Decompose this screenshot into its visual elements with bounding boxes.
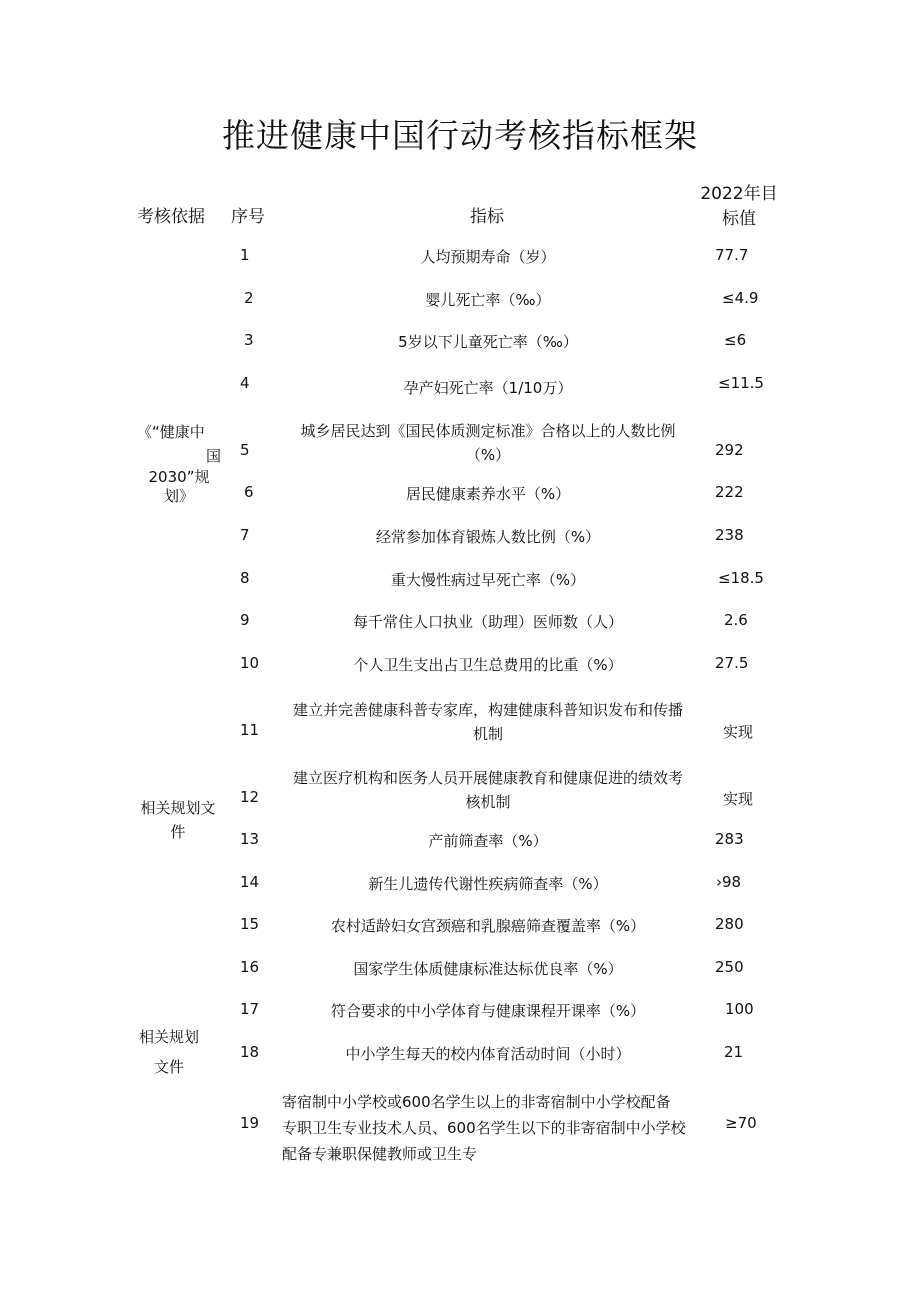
row-target: ≤4.9	[722, 289, 759, 307]
row-indicator: 居民健康素养水平（%）	[405, 485, 571, 503]
row-number: 3	[244, 331, 254, 349]
row-indicator	[282, 419, 694, 467]
row-indicator-line: 核机制	[465, 793, 511, 811]
basis-line: 文件	[153, 1058, 184, 1076]
row-indicator-line: 寄宿制中小学校或600名学生以上的非寄宿制中小学校配备	[282, 1093, 671, 1111]
row-number: 15	[240, 915, 260, 933]
row-target: 100	[725, 1000, 754, 1018]
row-indicator: 个人卫生支出占卫生总费用的比重（%）	[353, 656, 623, 674]
row-indicator-line: 机制	[472, 725, 503, 743]
row-indicator: 重大慢性病过早死亡率（%）	[390, 571, 586, 589]
page-title: 推进健康中国行动考核指标框架	[222, 116, 698, 155]
row-target: ≤6	[724, 331, 747, 349]
row-number: 7	[240, 526, 250, 544]
row-number: 13	[240, 830, 260, 848]
basis-group-related-plans-2	[134, 1022, 204, 1082]
row-indicator: 人均预期寿命（岁）	[420, 248, 556, 266]
row-target: 21	[724, 1043, 744, 1061]
row-target: ≥70	[725, 1114, 757, 1132]
basis-line: 国	[205, 447, 221, 465]
row-number: 6	[244, 483, 254, 501]
row-indicator-line: 建立并完善健康科普专家库，构建健康科普知识发布和传播	[292, 701, 683, 719]
row-number: 4	[240, 374, 250, 392]
row-number: 1	[240, 246, 250, 264]
row-indicator: 5岁以下儿童死亡率（‰）	[398, 333, 578, 351]
row-target: 2.6	[724, 611, 748, 629]
row-number: 19	[240, 1114, 260, 1132]
row-target: 实现	[723, 790, 754, 808]
basis-line: 相关规划文	[140, 799, 216, 817]
row-target: ›98	[716, 873, 742, 891]
basis-line: 件	[170, 823, 186, 841]
row-number: 10	[240, 654, 260, 672]
row-target: 27.5	[715, 654, 749, 672]
row-indicator: 经常参加体育锻炼人数比例（%）	[375, 528, 601, 546]
row-target: 280	[715, 915, 744, 933]
row-indicator	[282, 1089, 694, 1167]
row-indicator: 产前筛查率（%）	[428, 832, 548, 850]
row-target: 292	[715, 441, 744, 459]
header-target-line1: 2022年目	[700, 184, 778, 204]
row-number: 17	[240, 1000, 260, 1018]
row-number: 14	[240, 873, 260, 891]
row-number: 8	[240, 569, 250, 587]
row-indicator: 国家学生体质健康标准达标优良率（%）	[353, 960, 623, 978]
row-indicator-line: 配备专兼职保健教师或卫生专	[282, 1145, 478, 1163]
row-target: 实现	[723, 723, 754, 741]
row-target: ≤18.5	[718, 569, 764, 587]
row-target: 250	[715, 958, 744, 976]
row-indicator-line: 建立医疗机构和医务人员开展健康教育和健康促进的绩效考	[292, 769, 683, 787]
row-target: 238	[715, 526, 744, 544]
row-number: 9	[240, 611, 250, 629]
basis-line: 2030”规	[148, 468, 210, 486]
basis-line: 《“健康中	[137, 423, 205, 441]
row-number: 12	[240, 788, 260, 806]
row-number: 16	[240, 958, 260, 976]
row-indicator	[282, 698, 694, 746]
basis-group-healthy-china-2030	[137, 420, 221, 508]
header-indicator: 指标	[470, 207, 504, 227]
header-target-line2: 标值	[722, 209, 756, 229]
header-target	[694, 182, 784, 232]
row-target: 77.7	[715, 246, 749, 264]
row-number: 2	[244, 289, 254, 307]
row-target: 222	[715, 483, 744, 501]
row-number: 11	[240, 721, 260, 739]
header-basis: 考核依据	[137, 207, 205, 227]
row-indicator: 孕产妇死亡率（1/10万）	[403, 379, 573, 397]
basis-line: 相关规划	[138, 1028, 199, 1046]
basis-group-related-plans-1	[134, 796, 222, 844]
row-indicator: 新生儿遗传代谢性疾病筛查率（%）	[368, 875, 608, 893]
row-indicator-line: 城乡居民达到《国民体质测定标准》合格以上的人数比例	[300, 422, 676, 440]
row-target: 283	[715, 830, 744, 848]
row-indicator: 中小学生每天的校内体育活动时间（小时）	[345, 1045, 631, 1063]
row-number: 18	[240, 1043, 260, 1061]
row-indicator: 农村适龄妇女宫颈癌和乳腺癌筛查覆盖率（%）	[330, 917, 646, 935]
row-number: 5	[240, 441, 250, 459]
row-target: ≤11.5	[718, 374, 764, 392]
row-indicator: 符合要求的中小学体育与健康课程开课率（%）	[330, 1002, 646, 1020]
header-number: 序号	[231, 207, 265, 227]
row-indicator-line: 专职卫生专业技术人员、600名学生以下的非寄宿制中小学校	[282, 1119, 686, 1137]
row-indicator: 每千常住人口执业（助理）医师数（人）	[352, 613, 623, 631]
row-indicator: 婴儿死亡率（‰）	[425, 291, 551, 309]
basis-line: 划》	[163, 487, 194, 505]
row-indicator	[282, 766, 694, 814]
row-indicator-line: （%）	[465, 446, 511, 464]
